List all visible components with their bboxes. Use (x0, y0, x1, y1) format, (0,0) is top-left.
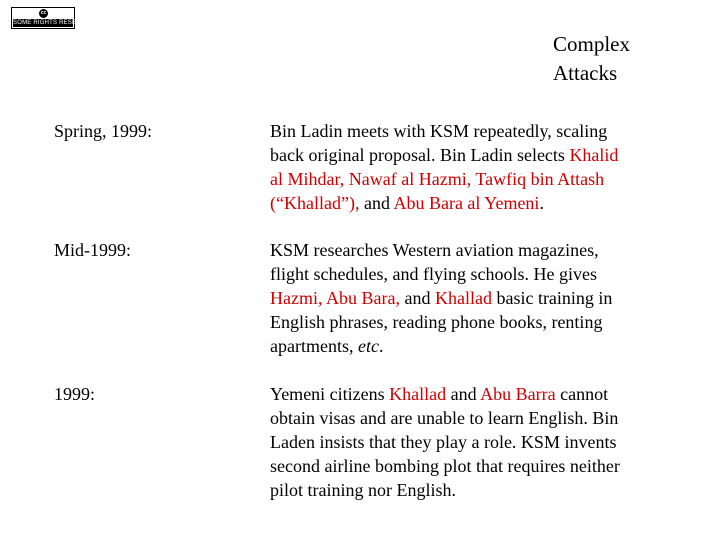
text-segment: . (378, 336, 384, 356)
entry-text-line (270, 454, 690, 478)
highlighted-name: (“Khallad”), (270, 193, 360, 213)
entry-date: 1999: (54, 384, 96, 404)
entry-text-line (270, 286, 690, 310)
text-segment: English phrases, reading phone books, renting (270, 312, 603, 332)
highlighted-name: Abu Bara al Yemeni (393, 193, 540, 213)
entry-text-line (270, 238, 690, 262)
entry-text (270, 119, 690, 215)
license-text: SOME RIGHTS RESERVED (13, 20, 94, 26)
highlighted-name: Abu Barra (480, 384, 556, 404)
text-segment: second airline bombing plot that requires neither (270, 456, 620, 476)
slide-title-line-1: Complex (553, 32, 630, 56)
highlighted-name: Hazmi, Abu Bara, (270, 288, 400, 308)
text-segment: apartments, (270, 336, 358, 356)
text-segment: flight schedules, and flying schools. He gives (270, 264, 597, 284)
entry-text-line (270, 119, 690, 143)
text-segment: KSM researches Western aviation magazines, (270, 240, 599, 260)
cc-logo-icon: cc (40, 10, 47, 16)
entry-text (270, 238, 690, 358)
text-segment: and (446, 384, 481, 404)
text-segment: pilot training nor English. (270, 480, 456, 500)
slide-title (553, 30, 630, 88)
highlighted-name: Khallad (434, 288, 492, 308)
entry-text-line (270, 382, 690, 406)
text-segment: and (359, 193, 394, 213)
text-segment: etc (357, 336, 379, 356)
entry-text-line (270, 406, 690, 430)
text-segment: Bin Ladin meets with KSM repeatedly, scaling (270, 121, 608, 141)
text-segment: Laden insists that they play a role. KSM invents (270, 432, 617, 452)
text-segment: basic training in (491, 288, 613, 308)
text-segment: obtain visas and are unable to learn English. Bin (270, 408, 619, 428)
highlighted-name: Khallad (389, 384, 447, 404)
entry-text (270, 382, 690, 502)
entry-text-line (270, 262, 690, 286)
entry-text-line (270, 143, 690, 167)
highlighted-name: Khalid (569, 145, 619, 165)
entry-text-line (270, 167, 690, 191)
text-segment: back original proposal. Bin Ladin selects (270, 145, 570, 165)
text-segment: cannot (555, 384, 609, 404)
highlighted-name: al Mihdar, Nawaf al Hazmi, Tawfiq bin Attash (270, 169, 605, 189)
creative-commons-badge (11, 7, 94, 29)
text-segment: Yemeni citizens (270, 384, 390, 404)
entry-text-line (270, 334, 690, 358)
text-segment: . (539, 193, 544, 213)
entry-text-line (270, 430, 690, 454)
entry-date: Spring, 1999: (54, 121, 153, 141)
slide-title-line-2: Attacks (553, 61, 618, 85)
entry-text-line (270, 478, 690, 502)
entry-text-line (270, 310, 690, 334)
text-segment: and (399, 288, 435, 308)
entry-date: Mid-1999: (54, 240, 132, 260)
entry-text-line (270, 191, 690, 215)
